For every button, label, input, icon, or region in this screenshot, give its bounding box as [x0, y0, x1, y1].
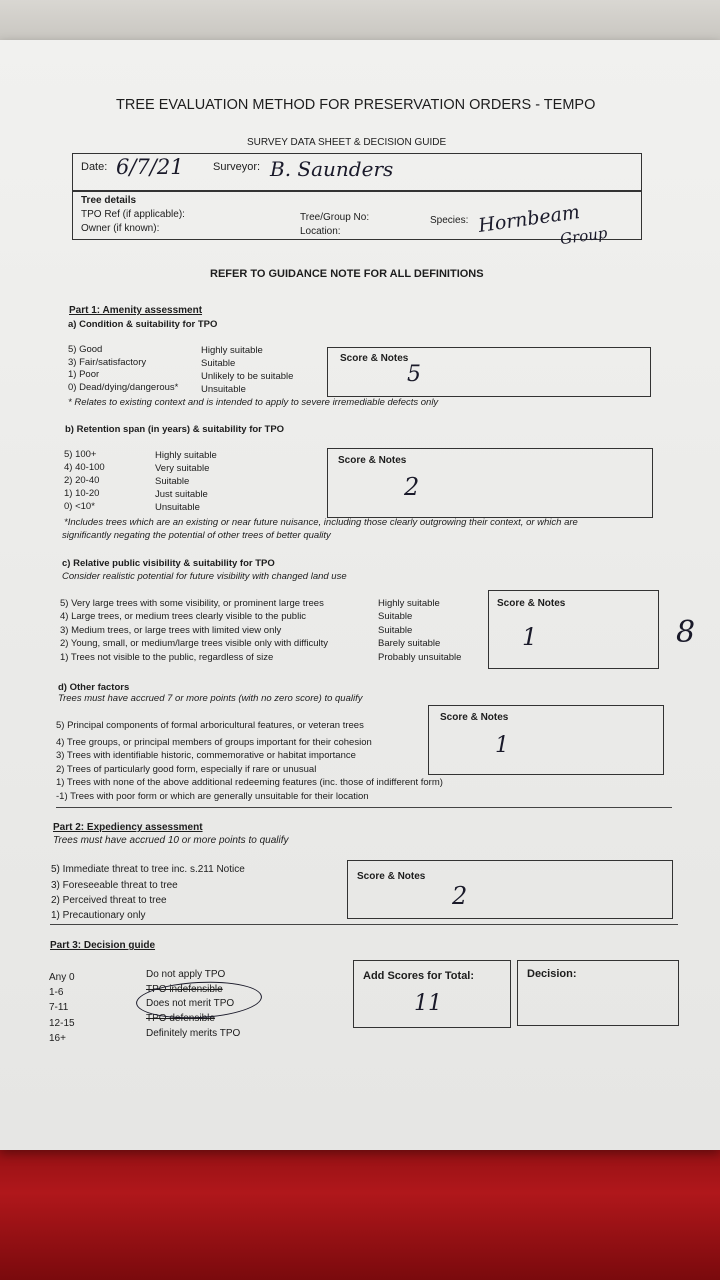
- part1a-score-value: 5: [407, 362, 421, 387]
- total-value: 11: [414, 991, 442, 1016]
- part2-row: 1) Precautionary only: [51, 910, 146, 921]
- part1b-row-label: 1) 10-20: [64, 488, 100, 499]
- decision-outcome: Do not apply TPO: [146, 969, 226, 980]
- part1c-row-label: 5) Very large trees with some visibility, or prominent large trees: [60, 598, 324, 609]
- part2-score-box: [347, 860, 673, 919]
- part1c-row-suitability: Suitable: [378, 611, 413, 622]
- part1a-row-label: 1) Poor: [68, 369, 100, 380]
- part1d-score-label: Score & Notes: [440, 712, 509, 723]
- part1b-row-label: 0) <10*: [64, 501, 95, 512]
- part1d-row: 5) Principal components of formal arboricultural features, or veteran trees: [56, 720, 364, 731]
- part1b-row-suitability: Highly suitable: [155, 450, 217, 461]
- part1b-footnote-cont: significantly negating the potential of other trees of better quality: [62, 530, 331, 541]
- part1a-row-suitability: Highly suitable: [201, 345, 263, 356]
- part1d-score-value: 1: [495, 733, 509, 758]
- part1a-score-label: Score & Notes: [340, 353, 409, 364]
- part1b-row-suitability: Unsuitable: [155, 502, 200, 513]
- part1c-row-suitability: Barely suitable: [378, 638, 441, 649]
- location-label: Location:: [300, 226, 341, 237]
- part1d-row: 3) Trees with identifiable historic, commemorative or habitat importance: [56, 750, 356, 761]
- part1a-row-suitability: Unsuitable: [201, 384, 246, 395]
- part1d-row: 1) Trees with none of the above additional redeeming features (inc. those of indifferent form): [56, 777, 443, 788]
- part1d-row: 4) Tree groups, or principal members of groups important for their cohesion: [56, 737, 372, 748]
- part1a-row-suitability: Unlikely to be suitable: [201, 371, 294, 382]
- part1c-row-label: 3) Medium trees, or large trees with limited view only: [60, 625, 282, 636]
- part1c-row-label: 1) Trees not visible to the public, regardless of size: [60, 652, 274, 663]
- part1c-score-value: 1: [522, 623, 538, 651]
- part2-heading: Part 2: Expediency assessment: [53, 822, 203, 833]
- decision-range: 12-15: [49, 1018, 75, 1029]
- form-title: TREE EVALUATION METHOD FOR PRESERVATION ORDERS - TEMPO: [116, 97, 596, 113]
- decision-range: 7-11: [49, 1002, 69, 1013]
- part1d-row: -1) Trees with poor form or which are generally unsuitable for their location: [56, 791, 369, 802]
- part1b-footnote: *Includes trees which are an existing or near future nuisance, including those clearly outgrowing their context, or which are: [64, 517, 578, 528]
- part1c-row-suitability: Probably unsuitable: [378, 652, 462, 663]
- part1d-subheading: Trees must have accrued 7 or more points (with no zero score) to qualify: [58, 693, 363, 704]
- part1a-row-label: 3) Fair/satisfactory: [68, 357, 147, 368]
- decision-outcome: Does not merit TPO: [146, 998, 235, 1009]
- decision-range: 16+: [49, 1033, 66, 1044]
- decision-label: Decision:: [527, 968, 577, 980]
- total-label: Add Scores for Total:: [363, 970, 475, 982]
- surveyor-value: B. Saunders: [270, 157, 394, 181]
- decision-outcome: TPO defensible: [146, 1013, 215, 1024]
- part1b-row-label: 4) 40-100: [64, 462, 105, 473]
- species-value: Hornbeam: [476, 201, 582, 237]
- tree-details-heading: Tree details: [81, 195, 137, 206]
- part1c-heading: c) Relative public visibility & suitability for TPO: [62, 558, 275, 569]
- part1b-row-suitability: Just suitable: [155, 489, 208, 500]
- part1b-row-label: 5) 100+: [64, 449, 97, 460]
- part2-row: 2) Perceived threat to tree: [51, 895, 167, 906]
- form-subtitle: SURVEY DATA SHEET & DECISION GUIDE: [247, 137, 447, 148]
- part1b-score-value: 2: [404, 473, 420, 501]
- part1a-row-label: 5) Good: [68, 344, 103, 355]
- part1c-row-suitability: Highly suitable: [378, 598, 440, 609]
- part1c-subheading: Consider realistic potential for future visibility with changed land use: [62, 571, 347, 582]
- part1c-row-suitability: Suitable: [378, 625, 413, 636]
- date-value: 6/7/21: [116, 155, 184, 179]
- part1b-score-label: Score & Notes: [338, 455, 407, 466]
- part2-divider: [50, 924, 678, 925]
- part1d-row: 2) Trees of particularly good form, especially if rare or unusual: [56, 764, 317, 775]
- part1a-row-suitability: Suitable: [201, 358, 236, 369]
- tree-group-label: Tree/Group No:: [300, 212, 370, 223]
- part2-score-label: Score & Notes: [357, 871, 426, 882]
- owner-label: Owner (if known):: [81, 223, 160, 234]
- decision-outcome: TPO indefensible: [146, 984, 223, 995]
- guidance-note: REFER TO GUIDANCE NOTE FOR ALL DEFINITIONS: [210, 268, 484, 280]
- part2-subheading: Trees must have accrued 10 or more points to qualify: [53, 835, 289, 846]
- part2-score-value: 2: [452, 882, 468, 910]
- part3-heading: Part 3: Decision guide: [50, 940, 156, 951]
- decision-range: 1-6: [49, 987, 64, 998]
- running-total-annotation: 8: [676, 615, 696, 650]
- part1a-heading: a) Condition & suitability for TPO: [68, 319, 218, 330]
- part1a-footnote: * Relates to existing context and is intended to apply to severe irremediable defects only: [68, 397, 439, 408]
- surveyor-label: Surveyor:: [213, 161, 261, 173]
- part2-row: 5) Immediate threat to tree inc. s.211 Notice: [51, 864, 245, 875]
- part2-row: 3) Foreseeable threat to tree: [51, 880, 178, 891]
- part1b-heading: b) Retention span (in years) & suitability for TPO: [65, 424, 285, 435]
- decision-range: Any 0: [49, 972, 75, 983]
- background-red-surface: [0, 1135, 720, 1280]
- date-label: Date:: [81, 161, 108, 173]
- part1a-row-label: 0) Dead/dying/dangerous*: [68, 382, 179, 393]
- part1b-row-suitability: Very suitable: [155, 463, 210, 474]
- species-value-group: Group: [558, 223, 609, 249]
- part1-divider: [56, 807, 672, 808]
- part1b-row-label: 2) 20-40: [64, 475, 100, 486]
- part1c-row-label: 4) Large trees, or medium trees clearly visible to the public: [60, 611, 307, 622]
- part1c-row-label: 2) Young, small, or medium/large trees visible only with difficulty: [60, 638, 329, 649]
- survey-sheet: [0, 40, 720, 1150]
- species-label: Species:: [430, 215, 469, 226]
- tpo-ref-label: TPO Ref (if applicable):: [81, 209, 185, 220]
- part1c-score-label: Score & Notes: [497, 598, 566, 609]
- part1-heading: Part 1: Amenity assessment: [69, 305, 203, 316]
- part1d-heading: d) Other factors: [58, 682, 130, 693]
- decision-outcome: Definitely merits TPO: [146, 1028, 241, 1039]
- part1b-row-suitability: Suitable: [155, 476, 190, 487]
